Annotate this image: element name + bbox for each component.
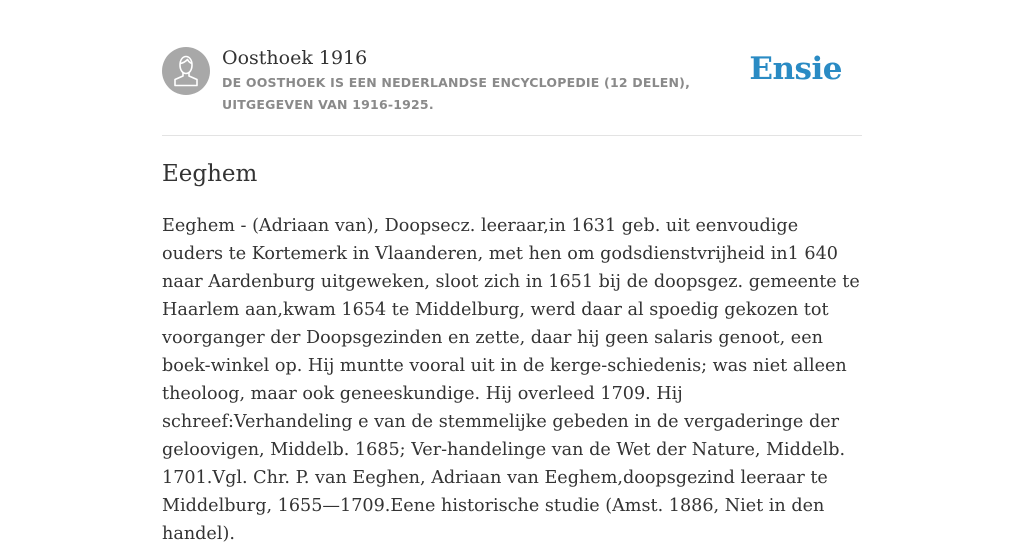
source-description: DE OOSTHOEK IS EEN NEDERLANDSE ENCYCLOPEDIE (12 DELEN), UITGEGEVEN VAN 1916-1925. (222, 75, 691, 112)
article-body: Eeghem - (Adriaan van), Doopsecz. leeraar,in 1631 geb. uit eenvoudige ouders te Kortemerk in Vlaanderen, met hen om godsdienstvrijheid in1 640 naar Aardenburg uitgeweken, sloot zich in 1651 bij de doopsgez. gemeente te Haarlem aan,kwam 1654 te Middelburg, werd daar al spoedig gekozen tot voorganger der Doopsgezinden en zette, daar hij geen salaris genoot, een boek-winkel op. Hij muntte vooral uit in de kerge-schiedenis; was niet alleen theoloog, maar ook geneeskundige. Hij overleed 1709. Hij schreef:Verhandeling e van de stemmelijke gebeden in de vergaderinge der geloovigen, Middelb. 1685; Ver-handelinge van de Wet der Nature, Middelb. 1701.Vgl. Chr. P. van Eeghen, Adriaan van Eeghem,doopsgezind leeraar te Middelburg, 1655—1709.Eene historische studie (Amst. 1886, Niet in den handel). (162, 216, 860, 544)
article-title: Eeghem (162, 161, 258, 187)
user-silhouette-icon (162, 47, 210, 95)
ensie-logo[interactable]: Ensie (749, 51, 842, 87)
page (162, 0, 862, 544)
source-title[interactable]: Oosthoek 1916 (222, 47, 368, 69)
source-avatar[interactable] (162, 47, 210, 95)
header-divider (162, 135, 862, 136)
source-header (162, 46, 862, 116)
